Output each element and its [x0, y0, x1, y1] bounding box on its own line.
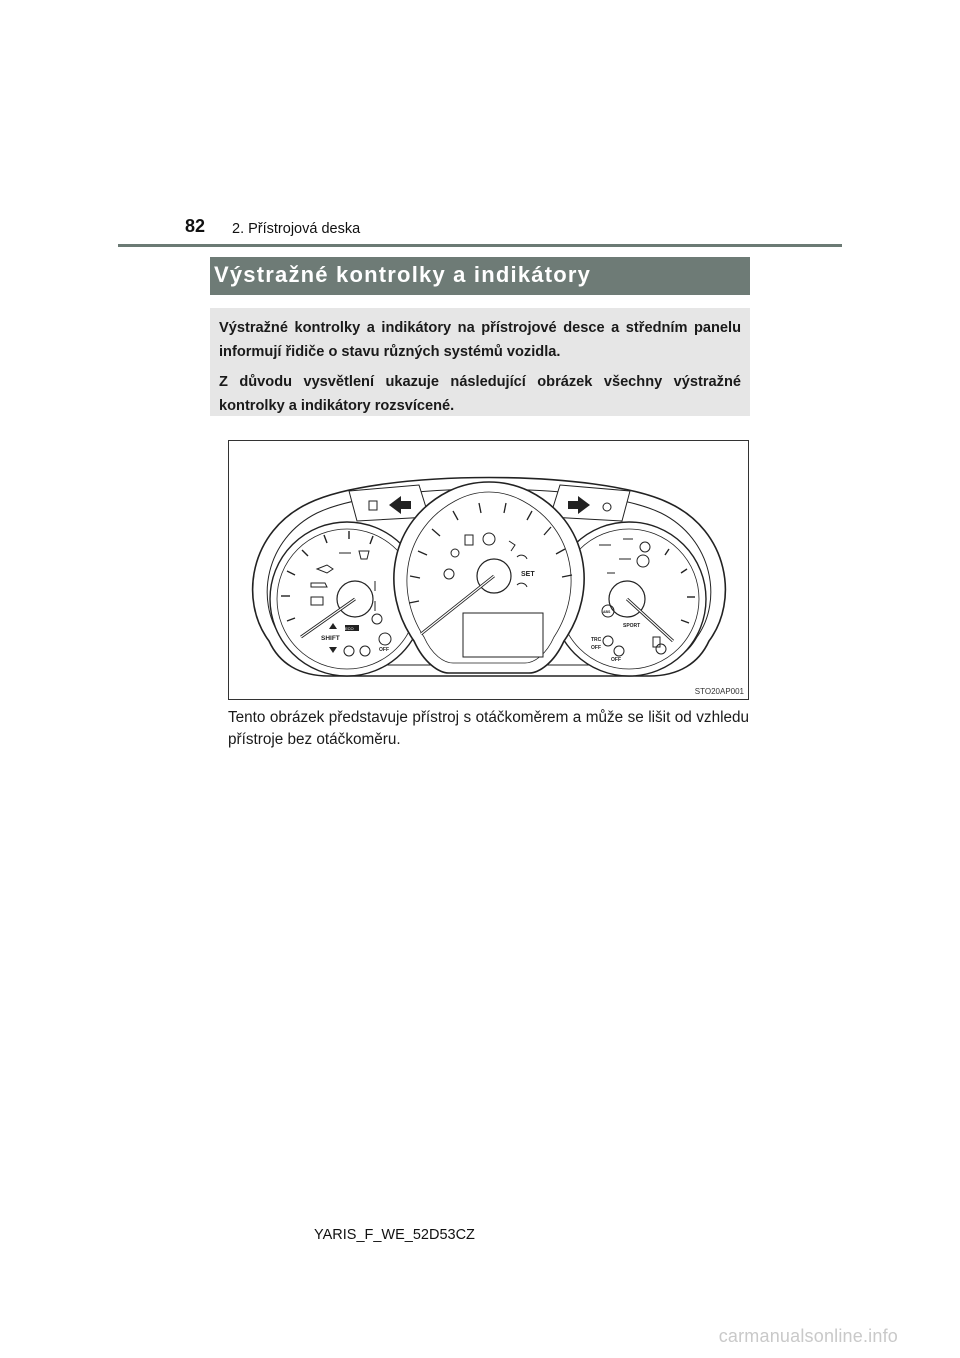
trc-label: TRC	[591, 637, 602, 643]
eco-label: ECO	[345, 626, 354, 631]
figure-caption	[228, 707, 749, 751]
instrument-cluster-figure	[228, 440, 749, 700]
shift-label: SHIFT	[321, 635, 340, 642]
intro-paragraph-1: Výstražné kontrolky a indikátory na přístrojové desce a středním panelu informují řidiče o stavu různých systémů vozidla.	[219, 320, 741, 360]
stop-start-off-label: OFF	[379, 647, 389, 653]
intro-box	[210, 308, 750, 416]
watermark: carmanualsonline.info	[718, 1326, 898, 1346]
footer-code: YARIS_F_WE_52D53CZ	[314, 1227, 475, 1243]
caption-text: Tento obrázek představuje přístroj s otáčkoměrem a může se lišit od vzhledu přístroje bez otáčkoměru.	[228, 709, 749, 748]
trc-off-label: OFF	[591, 645, 601, 651]
section-title: Výstražné kontrolky a indikátory	[214, 262, 592, 287]
sport-label: SPORT	[623, 623, 641, 629]
vsc-off-label: OFF	[611, 657, 621, 663]
chapter-title: 2. Přístrojová deska	[232, 221, 361, 237]
page-number: 82	[185, 216, 206, 236]
speedometer-dial	[394, 482, 584, 673]
instrument-cluster-illustration	[229, 441, 750, 701]
figure-code: STO20AP001	[694, 687, 744, 696]
abs-label: ABS	[603, 610, 611, 614]
intro-paragraph-2: Z důvodu vysvětlení ukazuje následující obrázek všechny výstražné kontrolky a indikátory rozsvícené.	[219, 374, 741, 414]
header-rule	[118, 244, 842, 247]
cruise-set-label: SET	[521, 571, 535, 578]
